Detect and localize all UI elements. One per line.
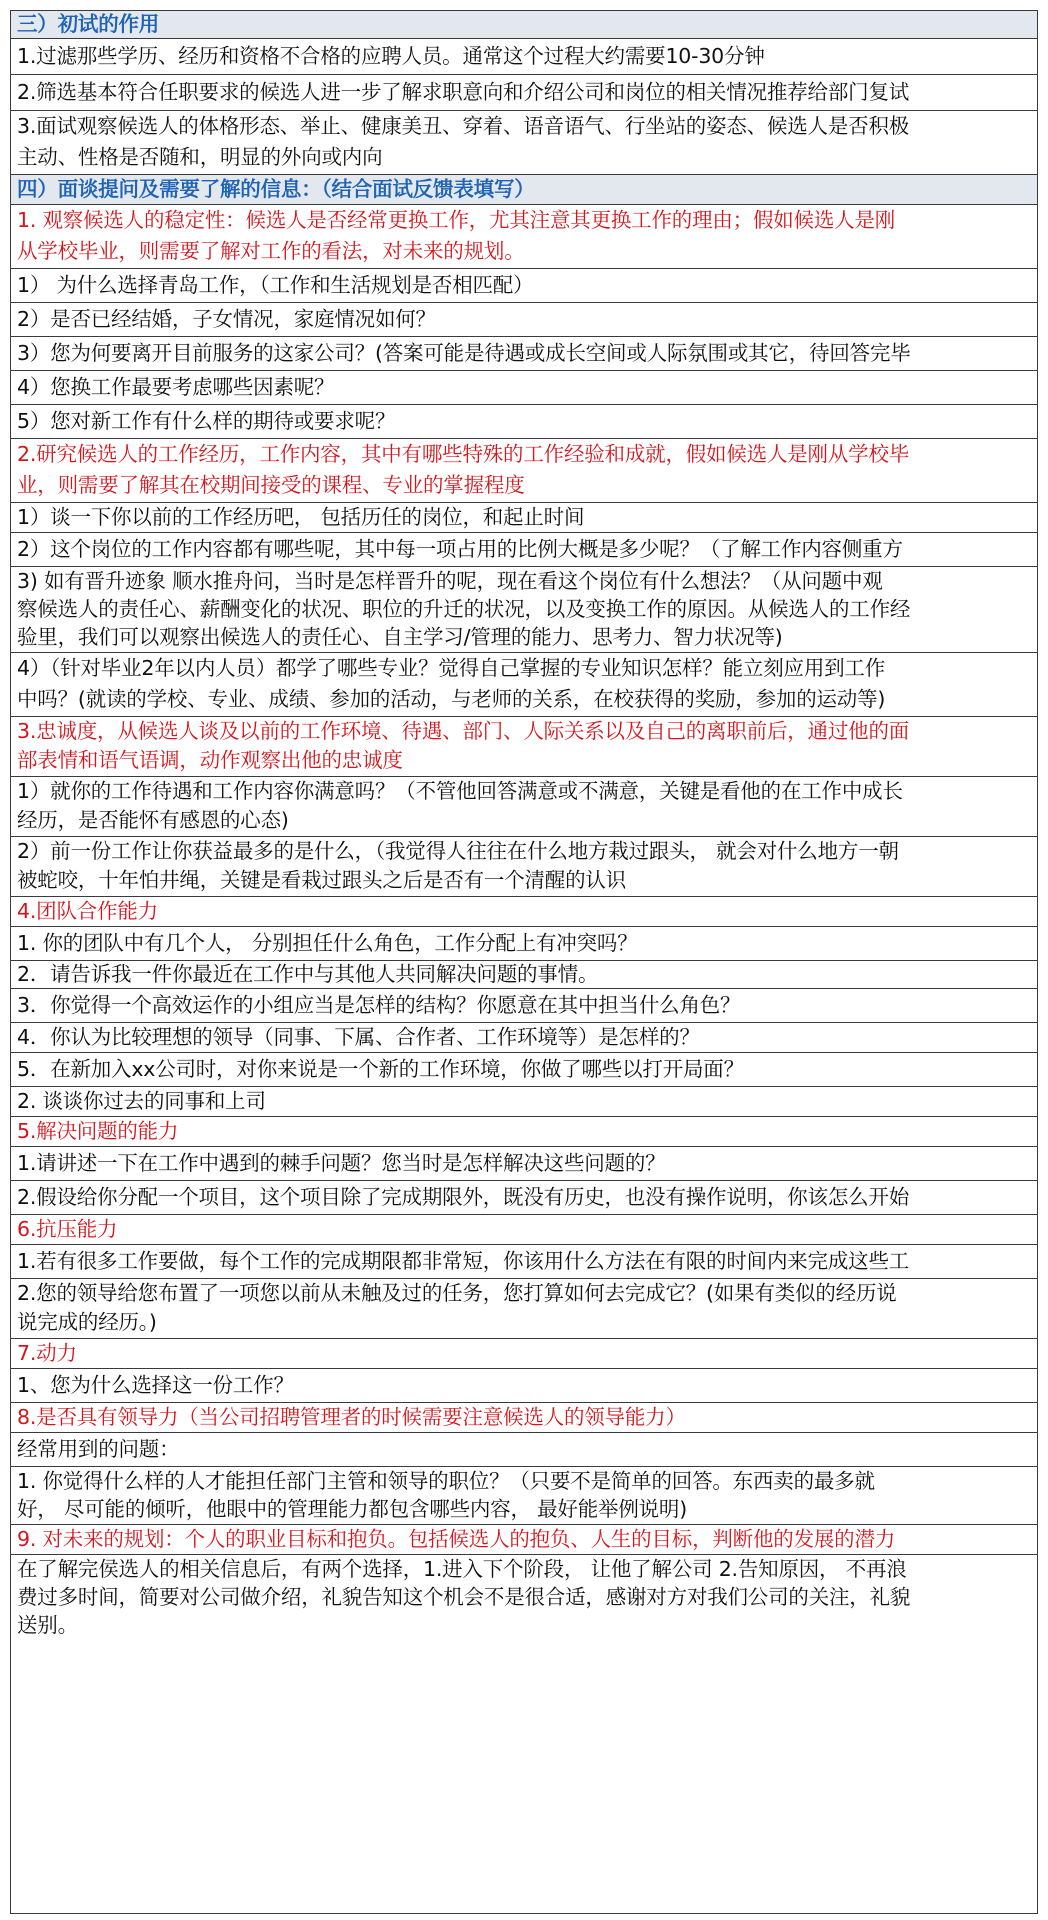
row-text-line: 察候选人的责任心、薪酬变化的状况、职位的升迁的状况，以及变换工作的原因。从候选人的工作经 xyxy=(17,597,911,621)
question-row xyxy=(11,337,1037,371)
section-header-row xyxy=(11,11,1037,39)
row-text-line: 部表情和语气语调，动作观察出他的忠诚度 xyxy=(17,748,403,772)
topic-heading-row xyxy=(11,717,1037,777)
row-text-line: 经历，是否能怀有感恩的心态) xyxy=(17,808,289,832)
row-text-line: 4.团队合作能力 xyxy=(17,899,158,923)
question-row xyxy=(11,1053,1037,1087)
row-text-line: 2）前一份工作让你获益最多的是什么，（我觉得人往往在什么地方栽过跟头， 就会对什么地方一朝 xyxy=(17,839,899,863)
question-row xyxy=(11,1467,1037,1525)
topic-heading-row xyxy=(11,1525,1037,1555)
row-text-line: 中吗？(就读的学校、专业、成绩、参加的活动，与老师的关系，在校获得的奖励，参加的运动等) xyxy=(17,687,886,711)
question-row xyxy=(11,503,1037,533)
question-row xyxy=(11,927,1037,961)
row-text-line: 2）这个岗位的工作内容都有哪些呢，其中每一项占用的比例大概是多少呢？（了解工作内容侧重方 xyxy=(17,537,903,561)
question-row xyxy=(11,269,1037,303)
row-text-line: 6.抗压能力 xyxy=(17,1217,118,1241)
question-row xyxy=(11,371,1037,405)
row-text-line: 3.面试观察候选人的体格形态、举止、健康美丑、穿着、语音语气、行坐站的姿态、候选人是否积极 xyxy=(17,114,910,138)
question-row xyxy=(11,1555,1037,1641)
row-text-line: 5.解决问题的能力 xyxy=(17,1119,179,1143)
row-text-line: 1.若有很多工作要做，每个工作的完成期限都非常短，你该用什么方法在有限的时间内来完成这些工 xyxy=(17,1249,910,1273)
row-text-line: 四）面谈提问及需要了解的信息：（结合面试反馈表填写） xyxy=(17,177,535,201)
row-text-line: 3.忠诚度，从候选人谈及以前的工作环境、待遇、部门、人际关系以及自己的离职前后，通过他的面 xyxy=(17,719,910,743)
question-row xyxy=(11,39,1037,75)
row-text-line: 2.您的领导给您布置了一项您以前从未触及过的任务，您打算如何去完成它？(如果有类似的经历说 xyxy=(17,1281,897,1305)
question-row xyxy=(11,1279,1037,1339)
row-text-line: 2.筛选基本符合任职要求的候选人进一步了解求职意向和介绍公司和岗位的相关情况推荐给部门复试 xyxy=(17,80,910,104)
row-text-line: 4．你认为比较理想的领导（同事、下属、合作者、工作环境等）是怎样的？ xyxy=(17,1025,700,1049)
row-text-line: 4）（针对毕业2年以内人员）都学了哪些专业？觉得自己掌握的专业知识怎样？能立刻应用到工作 xyxy=(17,656,886,680)
row-text-line: 2.研究候选人的工作经历，工作内容，其中有哪些特殊的工作经验和成就，假如候选人是刚从学校毕 xyxy=(17,442,910,466)
question-row xyxy=(11,1181,1037,1215)
row-text-line: 1） 为什么选择青岛工作，（工作和生活规划是否相匹配） xyxy=(17,273,534,297)
row-text-line: 1. 你的团队中有几个人， 分别担任什么角色，工作分配上有冲突吗？ xyxy=(17,931,638,955)
row-text-line: 5．在新加入xx公司时，对你来说是一个新的工作环境，你做了哪些以打开局面？ xyxy=(17,1057,744,1081)
row-text-line: 好， 尽可能的倾听，他眼中的管理能力都包含哪些内容， 最好能举例说明) xyxy=(17,1497,688,1521)
question-row xyxy=(11,837,1037,897)
question-row xyxy=(11,1023,1037,1053)
row-text-line: 2）是否已经结婚，子女情况，家庭情况如何？ xyxy=(17,307,436,331)
row-text-line: 送别。 xyxy=(17,1613,78,1637)
row-text-line: 1）谈一下你以前的工作经历吧， 包括历任的岗位，和起止时间 xyxy=(17,505,585,529)
row-text-line: 说完成的经历。) xyxy=(17,1310,157,1334)
row-text-line: 2．请告诉我一件你最近在工作中与其他人共同解决问题的事情。 xyxy=(17,962,599,986)
row-text-line: 业，则需要了解其在校期间接受的课程、专业的掌握程度 xyxy=(17,473,525,497)
row-text-line: 主动、性格是否随和，明显的外向或内向 xyxy=(17,145,383,169)
row-text-line: 1、您为什么选择这一份工作？ xyxy=(17,1373,294,1397)
row-text-line: 3）您为何要离开目前服务的这家公司？(答案可能是待遇或成长空间或人际氛围或其它，待回答完毕 xyxy=(17,341,911,365)
question-row xyxy=(11,567,1037,653)
question-row xyxy=(11,111,1037,175)
topic-heading-row xyxy=(11,1403,1037,1433)
row-text-line: 3) 如有晋升迹象 顺水推舟问，当时是怎样晋升的呢，现在看这个岗位有什么想法？（从问题中观 xyxy=(17,569,883,593)
row-text-line: 经常用到的问题： xyxy=(17,1437,180,1461)
row-text-line: 8.是否具有领导力（当公司招聘管理者的时候需要注意候选人的领导能力） xyxy=(17,1405,686,1429)
row-text-line: 1.请讲述一下在工作中遇到的棘手问题？您当时是怎样解决这些问题的？ xyxy=(17,1151,666,1175)
question-row xyxy=(11,961,1037,989)
row-text-line: 2.假设给你分配一个项目，这个项目除了完成期限外，既没有历史，也没有操作说明，你该怎么开始 xyxy=(17,1185,910,1209)
topic-heading-row xyxy=(11,439,1037,503)
topic-heading-row xyxy=(11,1339,1037,1369)
topic-heading-row xyxy=(11,1117,1037,1147)
row-text-line: 从学校毕业，则需要了解对工作的看法，对未来的规划。 xyxy=(17,239,525,263)
question-row xyxy=(11,1147,1037,1181)
row-text-line: 1. 你觉得什么样的人才能担任部门主管和领导的职位？（只要不是简单的回答。东西卖的最多就 xyxy=(17,1469,875,1493)
question-row xyxy=(11,75,1037,111)
question-row xyxy=(11,405,1037,439)
question-row xyxy=(11,1245,1037,1279)
row-text-line: 3．你觉得一个高效运作的小组应当是怎样的结构？你愿意在其中担当什么角色？ xyxy=(17,993,741,1017)
row-text-line: 9. 对未来的规划：个人的职业目标和抱负。包括候选人的抱负、人生的目标，判断他的发展的潜力 xyxy=(17,1527,896,1551)
row-text-line: 2. 谈谈你过去的同事和上司 xyxy=(17,1089,266,1113)
row-text-line: 4）您换工作最要考虑哪些因素呢？ xyxy=(17,375,335,399)
section-header-row xyxy=(11,175,1037,205)
row-text-line: 三）初试的作用 xyxy=(17,12,160,36)
question-row xyxy=(11,303,1037,337)
row-text-line: 5）您对新工作有什么样的期待或要求呢？ xyxy=(17,409,396,433)
question-row xyxy=(11,1369,1037,1403)
topic-heading-row xyxy=(11,897,1037,927)
interview-guide-table xyxy=(10,10,1038,1914)
question-row xyxy=(11,989,1037,1023)
row-text-line: 1）就你的工作待遇和工作内容你满意吗？（不管他回答满意或不满意，关键是看他的在工作中成长 xyxy=(17,779,903,803)
question-row xyxy=(11,777,1037,837)
row-text-line: 费过多时间，简要对公司做介绍，礼貌告知这个机会不是很合适，感谢对方对我们公司的关注，礼貌 xyxy=(17,1585,911,1609)
topic-heading-row xyxy=(11,1215,1037,1245)
question-row xyxy=(11,1087,1037,1117)
row-text-line: 验里，我们可以观察出候选人的责任心、自主学习/管理的能力、思考力、智力状况等) xyxy=(17,625,783,649)
row-text-line: 在了解完侯选人的相关信息后，有两个选择，1.进入下个阶段， 让他了解公司 2.告知原因， 不再浪 xyxy=(17,1557,907,1581)
topic-heading-row xyxy=(11,205,1037,269)
question-row xyxy=(11,1433,1037,1467)
row-text-line: 被蛇咬，十年怕井绳，关键是看栽过跟头之后是否有一个清醒的认识 xyxy=(17,868,626,892)
question-row xyxy=(11,653,1037,717)
row-text-line: 7.动力 xyxy=(17,1341,77,1365)
question-row xyxy=(11,533,1037,567)
row-text-line: 1.过滤那些学历、经历和资格不合格的应聘人员。通常这个过程大约需要10-30分钟 xyxy=(17,44,765,68)
row-text-line: 1. 观察候选人的稳定性：候选人是否经常更换工作，尤其注意其更换工作的理由；假如候选人是刚 xyxy=(17,208,896,232)
